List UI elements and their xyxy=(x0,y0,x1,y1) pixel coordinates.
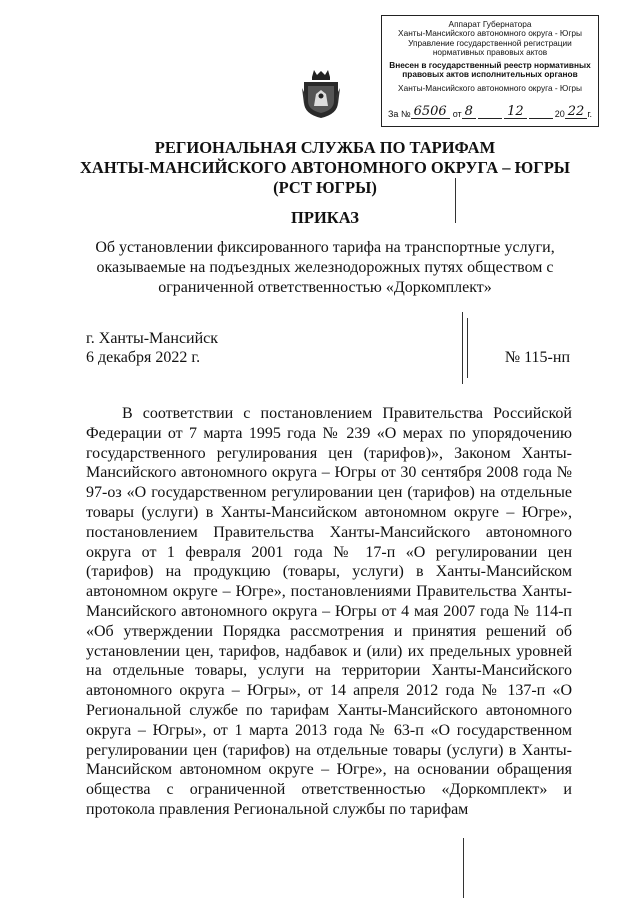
stamp-month: 12 xyxy=(504,105,527,119)
registration-stamp xyxy=(381,15,599,127)
scan-artifact-line xyxy=(455,178,456,223)
organization-line: ХАНТЫ-МАНСИЙСКОГО АВТОНОМНОГО ОКРУГА – ЮГРЫ xyxy=(80,158,570,177)
document-place-date xyxy=(86,329,218,367)
organization-name xyxy=(60,138,590,198)
document-city: г. Ханты-Мансийск xyxy=(86,330,219,347)
stamp-line: правовых актов исполнительных органов xyxy=(402,69,578,80)
document-date: 6 декабря 2022 г. xyxy=(86,349,201,366)
stamp-line: Ханты-Мансийского автономного округа - Югры xyxy=(398,28,582,39)
document-type: ПРИКАЗ xyxy=(291,208,359,227)
stamp-registration-number xyxy=(388,105,592,119)
scan-artifact-line xyxy=(463,838,464,898)
stamp-line: Внесен в государственный реестр нормативных xyxy=(389,60,591,71)
organization-line: РЕГИОНАЛЬНАЯ СЛУЖБА ПО ТАРИФАМ xyxy=(154,138,496,157)
stamp-year-prefix: 20 xyxy=(554,108,565,119)
scan-artifact-line xyxy=(467,318,468,378)
stamp-from-label: от xyxy=(452,108,462,119)
stamp-year-label: г. xyxy=(587,108,592,119)
document-body: В соответствии с постановлением Правительства Российской Федерации от 7 марта 1995 года № 239 «О мерах по упорядочению государственного регулирования цен (тарифов)», Законом Ханты-Мансийского автономного округа – Югры от 30 сентября 2008 года № 97-оз «О государственном регулировании цен (тарифов) на отдельные товары (услуги) в Ханты-Мансийском автономном округе – Югре», постановлением Правительства Ханты-Мансийского автономного округа от 1 февраля 2001 года № 17-п «О регулировании цен (тарифов) на продукцию (товары, услуги) в Ханты-Мансийском автономном округе – Югре», постановлениями Правительства Ханты-Мансийского автономного округа – Югры от 4 мая 2007 года № 114-п «Об утверждении Порядка рассмотрения и принятия решений об установлении цен, тарифов, надбавок и (или) их предельных уровней на отдельные товары, услуги на территории Ханты-Мансийского автономного округа – Югры», от 14 апреля 2012 года № 137-п «О Региональной службе по тарифам Ханты-Мансийского автономного округа – Югры», от 1 марта 2013 года № 63-п «О государственном регулировании цен (тарифов) на отдельные товары (услуги) в Ханты-Мансийском автономном округе – Югре», на основании обращения общества с ограниченной ответственностью «Доркомплект» и протокола правления Региональной службы по тарифам xyxy=(86,405,572,818)
stamp-number: 6506 xyxy=(411,105,450,119)
organization-abbreviation: (РСТ ЮГРЫ) xyxy=(273,178,377,197)
stamp-day: 8 xyxy=(462,105,476,119)
stamp-line: Аппарат Губернатора xyxy=(448,19,532,29)
document-number: № 115-нп xyxy=(504,349,570,366)
stamp-line: нормативных правовых актов xyxy=(432,46,548,57)
coat-of-arms-icon xyxy=(302,68,340,120)
stamp-year-suffix: 22 xyxy=(565,105,588,119)
stamp-number-prefix: За № xyxy=(388,108,411,119)
document-subject: Об установлении фиксированного тарифа на транспортные услуги, оказываемые на подъездных железнодорожных путях обществом с ограниченной ответственностью «Доркомплект» xyxy=(95,239,555,296)
stamp-line: Ханты-Мансийского автономного округа - Югры xyxy=(398,82,582,93)
stamp-line: Управление государственной регистрации xyxy=(408,37,572,48)
scan-artifact-line xyxy=(462,312,463,384)
